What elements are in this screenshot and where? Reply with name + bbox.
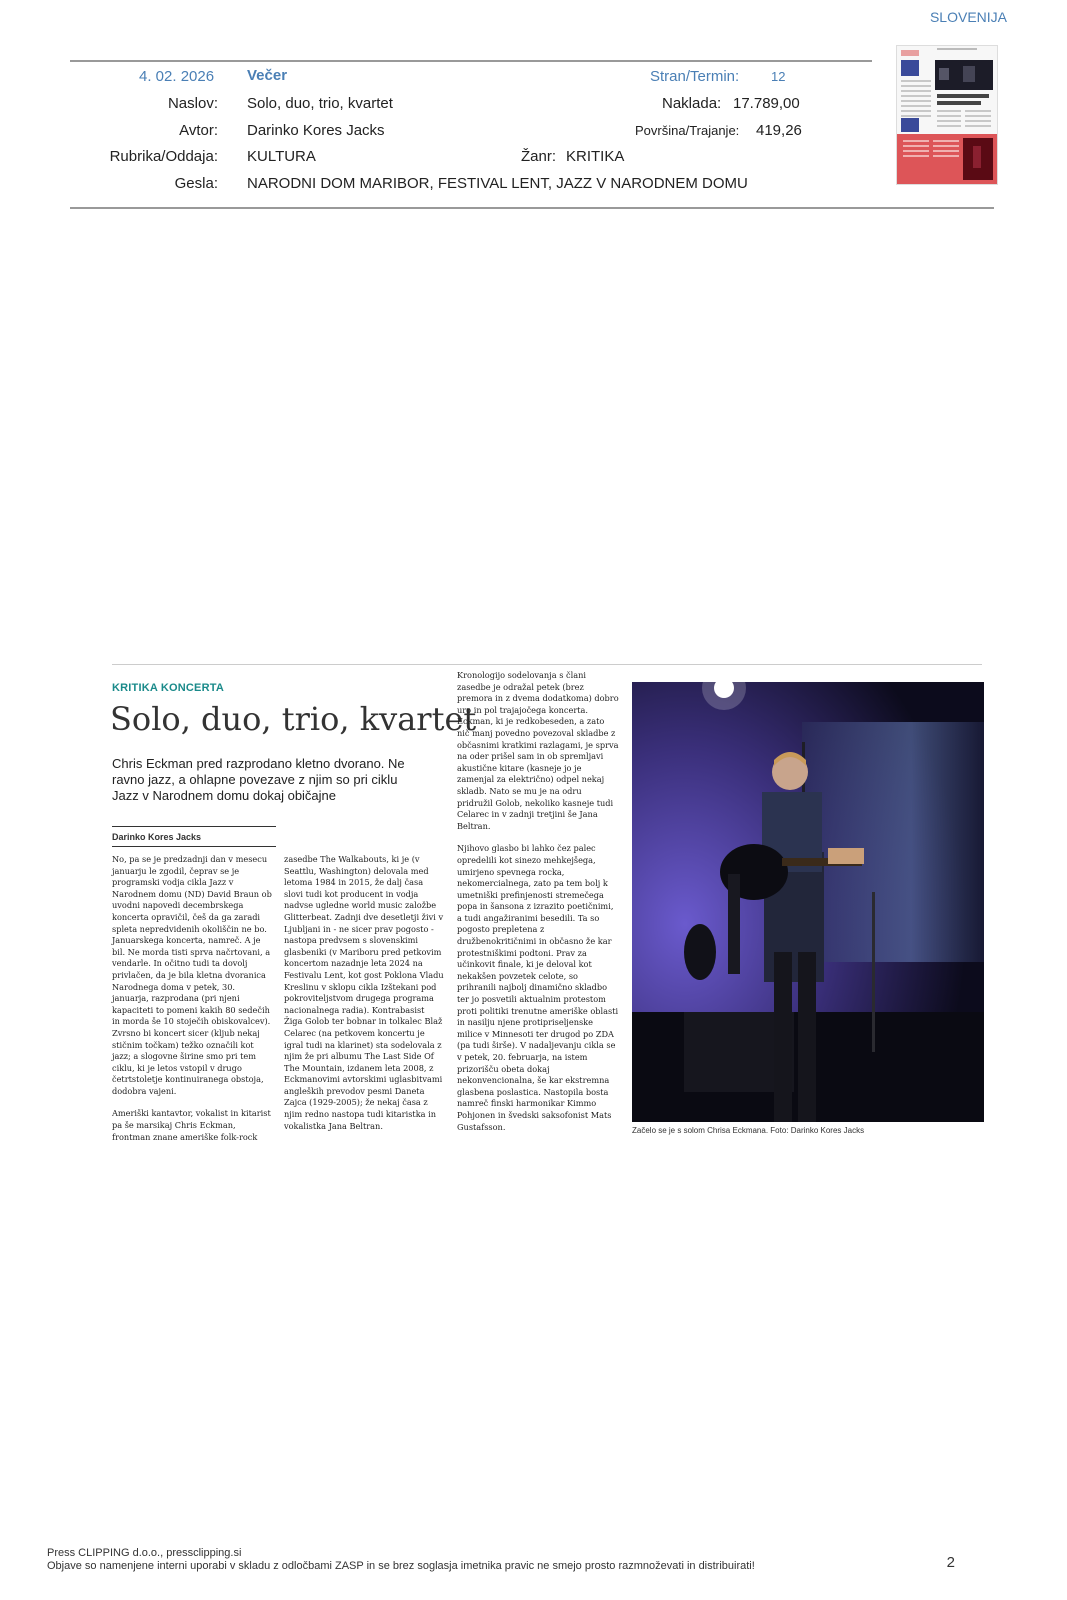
page-label: Stran/Termin: [650, 68, 740, 85]
publication-name: Večer [247, 67, 288, 84]
column-3-paragraph-1: Kronologijo sodelovanja s člani zasedbe je odražal petek (brez premora in z dvema dodatkoma) dobro uro in pol trajajočega koncerta. Eckman, ki je redkobeseden, a zato nič manj povedno povezoval skladbe z občasnimi kratkimi razlagami, je sprva na oder prišel sam in ob spremljavi akustične kitare (kasneje jo je zamenjal za električno) odpel nekaj skladb. Nato se mu je na odru pridružil Golob, nekoliko kasneje tudi Celarec in v zadnji tretjini še Jana Beltran. [457, 670, 619, 831]
article-column-2 [284, 854, 444, 1131]
article-kicker: KRITIKA KONCERTA [112, 682, 224, 694]
column-2-paragraph-1: zasedbe The Walkabouts, ki je (v Seattlu, Washington) delovala med letoma 1984 in 2015, že dalj časa slovi tudi kot producent in vodja nadvse ugledne world music založbe Glitterbeat. Zadnji dve desetletji živi v Ljubljani in - ne sicer prav pogosto - nastopa predvsem s slovenskimi glasbeniki (v Mariboru pred petkovim koncertom nazadnje leta 2024 na Festivalu Lent, kot gost Poklona Vladu Kreslinu v sklopu cikla Izštekani pod pokroviteljstvom drugega programa nacionalnega radia). Kontrabasist Žiga Golob ter bobnar in tolkalec Blaž Celarec (na petkovem koncertu je igral tudi na klarinet) sta sodelovala z njim že pri albumu The Last Side Of The Mountain, izdanem leta 2008, z Eckmanovimi avtorskimi uglasbitvami angleških prevodov pesmi Daneta Zajca (1929-2005); že nekaj časa z njim redno nastopa tudi kitaristka in vokalistka Jana Beltran. [284, 854, 444, 1131]
footer-company: Press CLIPPING d.o.o., pressclipping.si [47, 1547, 242, 1559]
genre-label: Žanr: [521, 148, 557, 165]
clipping-date: 4. 02. 2026 [139, 68, 215, 85]
title-value: Solo, duo, trio, kvartet [247, 95, 393, 112]
byline-rule-bottom [112, 846, 276, 847]
header-bottom-rule [70, 207, 994, 209]
area-value: 419,26 [756, 122, 802, 139]
keywords-label: Gesla: [174, 175, 218, 192]
section-value: KULTURA [247, 148, 316, 165]
keywords-value: NARODNI DOM MARIBOR, FESTIVAL LENT, JAZZ V NARODNEM DOMU [247, 175, 748, 192]
photo-caption: Začelo se je s solom Chrisa Eckmana. Foto: Darinko Kores Jacks [632, 1126, 865, 1135]
area-label: Površina/Trajanje: [635, 123, 740, 138]
page-thumbnail [896, 45, 998, 185]
column-1-paragraph-2: Ameriški kantavtor, vokalist in kitarist pa še marsikaj Chris Eckman, frontman znane ameriške folk-rock [112, 1108, 271, 1142]
genre-value: KRITIKA [566, 148, 625, 165]
concert-photo [632, 682, 984, 1122]
header-top-rule [70, 60, 872, 62]
title-label: Naslov: [167, 95, 218, 112]
circulation-label: Naklada: [662, 95, 722, 112]
article-clipping [110, 664, 982, 1142]
article-byline: Darinko Kores Jacks [112, 832, 202, 842]
thumbnail-image [897, 46, 997, 184]
byline-rule-top [112, 826, 276, 827]
clipping-top-rule [112, 664, 982, 665]
article-column-1 [112, 854, 272, 1142]
author-label: Avtor: [179, 122, 218, 139]
circulation-value: 17.789,00 [733, 95, 800, 112]
author-value: Darinko Kores Jacks [247, 122, 385, 139]
page-value: 12 [771, 69, 786, 84]
article-headline: Solo, duo, trio, kvartet [110, 700, 477, 738]
article-deck: Chris Eckman pred razprodano kletno dvorano. Ne ravno jazz, a ohlapne povezave z njim so pri ciklu Jazz v Narodnem domu dokaj običajne [112, 756, 405, 803]
article-column-3 [457, 670, 619, 1132]
column-3-paragraph-2: Njihovo glasbo bi lahko čez palec opredelili kot sinezo mehkejšega, umirjeno spevnega rocka, nekomercialnega, zato pa tem bolj k umetniški prefinjenosti stremečega popa in šansona z izrazito poetičnimi, a tudi angažiranimi besedili. Ta so pogosto prepletena z družbenokritičnimi in občasno že kar protestniškimi podtoni. Prav za učinkovit finale, ki je deloval kot nekakšen povzetek celote, so prihranili najbolj dinamično skladbo ter jo posvetili aktualnim protestom proti politiki trenutne ameriške oblasti in nasilju njene protipriseljenske milice v Minnesoti ter drugod po ZDA (pa tudi širše). V nadaljevanju cikla se v petek, 20. februarja, na istem prizorišču obeta dokaj nekonvencionalna, še kar ekstremna glasbena poslastica. Nastopila bosta namreč finski harmonikar Kimmo Pohjonen in švedski saksofonist Mats Gustafsson. [457, 843, 619, 1132]
section-label: Rubrika/Oddaja: [109, 148, 218, 165]
column-1-paragraph-1: No, pa se je predzadnji dan v mesecu januarju le zgodil, čeprav se je programski vodja cikla Jazz v Narodnem domu (ND) David Braun ob uvodni napovedi decembrskega koncerta opravičil, češ da ga zaradi spleta nepredvidenih okoliščin ne bo. Januarskega koncerta, namreč. A je bil. Ne morda tisti sprva načrtovani, a vendarle. In očitno tudi ta dovolj privlačen, da je bila kletna dvoranica Narodnega doma v petek, 30. januarja, razprodana (pri njeni kapaciteti to pomeni kakih 80 sedečih in morda še 10 stoječih obiskovalcev). Zvrsno bi koncert sicer (kljub nekaj stičnim točkam) težko označili kot jazz; a slogovne širine smo pri tem ciklu, ki je letos vstopil v drugo četrtstoletje kontinuiranega obstoja, dodobra vajeni. [112, 854, 272, 1096]
country-label: SLOVENIJA [929, 9, 1007, 25]
footer-notice: Objave so namenjene interni uporabi v skladu z odločbami ZASP in se brez soglasja imetnika pravic ne smejo prosto razmnoževati in distribuirati! [47, 1560, 755, 1572]
page-number: 2 [946, 1554, 955, 1571]
